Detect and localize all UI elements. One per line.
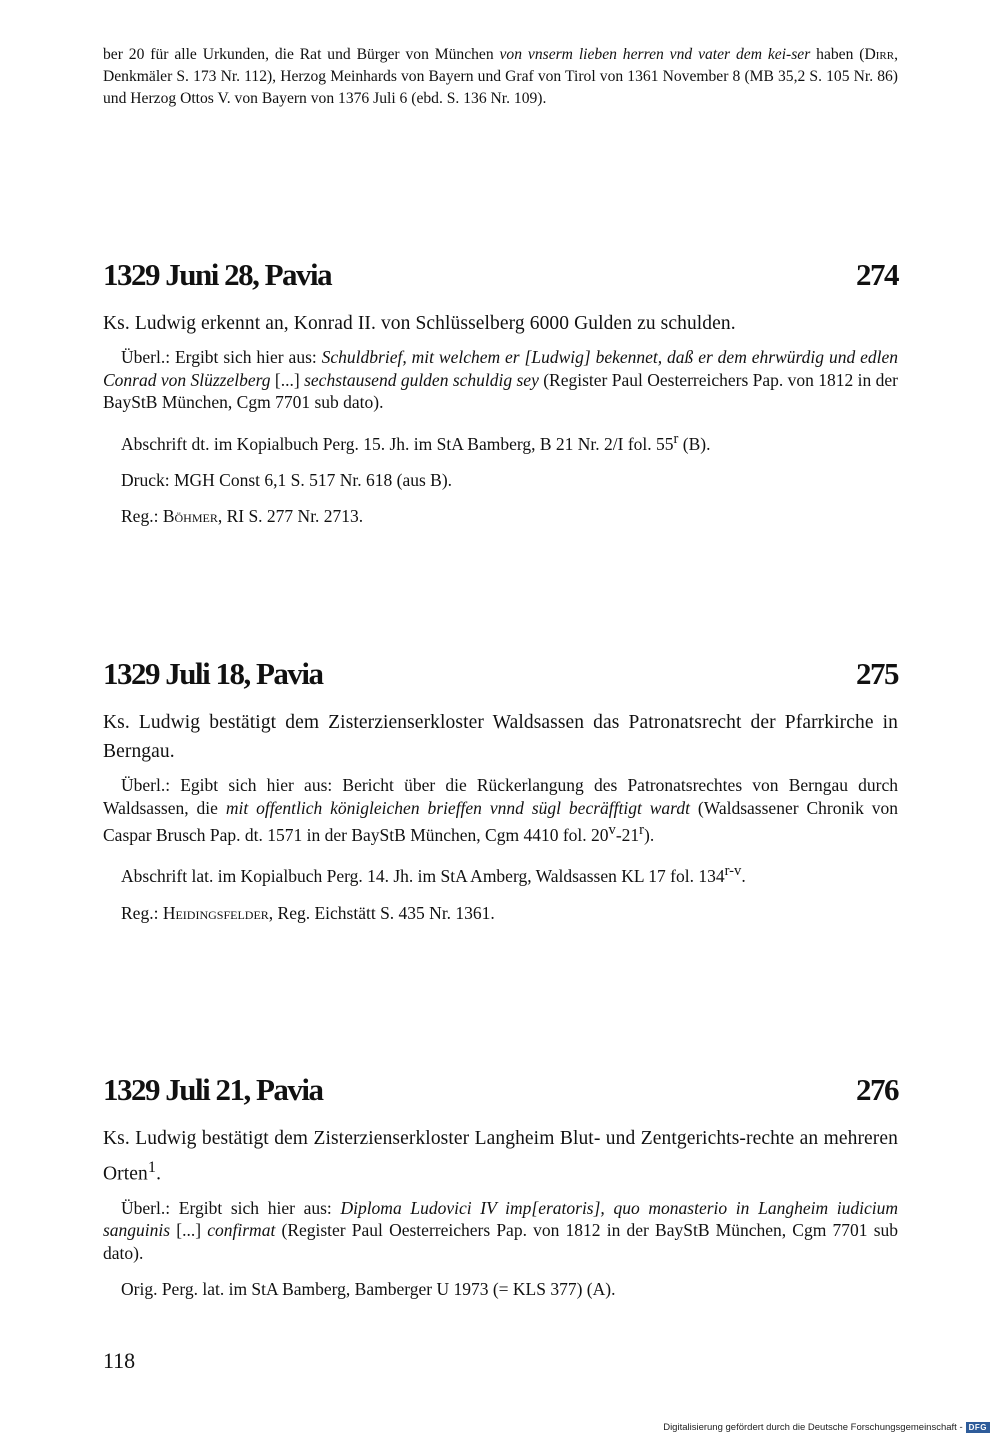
funding-footer	[663, 1422, 990, 1433]
text-span: ).	[644, 824, 655, 845]
entry-276	[103, 1072, 898, 1301]
entry-ueberlieferung	[103, 346, 898, 414]
entry-number: 275	[856, 656, 898, 691]
text-span: Reg.:	[121, 506, 163, 527]
text-span: (Register Paul Oesterreichers Pap. von 1812 in der BayStB München, Cgm 7701 sub dato).	[103, 1220, 899, 1263]
entry-summary: Ks. Ludwig bestätigt dem Zisterzienserkloster Waldsassen das Patronatsrecht der Pfarrkirche in Berngau.	[103, 712, 898, 762]
text-span: Reg.:	[121, 902, 163, 923]
entry-274	[103, 257, 898, 528]
quote-span: Schuldbrief, mit welchem er [Ludwig] bekennet, daß er dem ehrwürdig und edlen Conrad von Slüzzelberg	[103, 347, 898, 390]
entry-heading	[103, 257, 898, 293]
entry-original: Orig. Perg. lat. im StA Bamberg, Bamberger U 1973 (= KLS 377) (A).	[121, 1279, 616, 1299]
quote-span: mit offentlich königleichen brieffen vnnd sügl becräfftigt wardt	[225, 797, 690, 818]
dfg-logo: DFG	[966, 1422, 990, 1433]
text-span: (Register Paul Oesterreichers Pap. von 1812 in der BayStB München, Cgm 7701 sub dato).	[103, 369, 898, 412]
entry-date-place: 1329 Juni 28, Pavia	[103, 257, 332, 292]
entry-ueberlieferung	[103, 774, 898, 846]
entry-number: 276	[856, 1072, 898, 1107]
page-number: 118	[103, 1348, 136, 1373]
superscript: r	[639, 822, 645, 838]
carryover-author: Dirr	[864, 46, 895, 63]
entry-summary: Ks. Ludwig erkennt an, Konrad II. von Schlüsselberg 6000 Gulden zu schulden.	[103, 313, 736, 334]
text-span: Abschrift lat. im Kopialbuch Perg. 14. Jh. im StA Amberg, Waldsassen KL 17 fol. 134	[121, 866, 725, 887]
text-span: Abschrift dt. im Kopialbuch Perg. 15. Jh. im StA Bamberg, B 21 Nr. 2/I fol. 55	[121, 433, 674, 454]
text-span: [...]	[270, 369, 305, 390]
superscript: r-v	[724, 863, 742, 880]
entry-ueberlieferung	[103, 1197, 898, 1265]
author-name: Böhmer	[162, 506, 218, 527]
text-span: .	[741, 866, 746, 887]
text-span: .	[156, 1163, 162, 1185]
entry-regest	[103, 902, 898, 925]
entry-abschrift	[103, 428, 898, 455]
carryover-quote: von vnserm lieben herren vnd vater dem kei-ser	[499, 46, 811, 63]
entry-heading	[103, 656, 898, 692]
superscript: r	[673, 430, 679, 447]
carryover-text: , Denkmäler S. 173 Nr. 112), Herzog Meinhards von Bayern und Graf von Tirol von 1361 November 8 (MB 35,2 S. 105 Nr. 86) und Herzog Ottos V. von Bayern von 1376 Juli 6 (ebd. S. 136 Nr. 109).	[103, 46, 898, 107]
entry-summary	[103, 1124, 898, 1189]
text-span: [...]	[170, 1220, 208, 1240]
carryover-text: haben (	[810, 46, 865, 63]
entry-275	[103, 656, 898, 924]
quote-span: sechstausend gulden schuldig sey	[304, 369, 539, 390]
entry-number: 274	[856, 257, 898, 292]
entry-date-place: 1329 Juli 18, Pavia	[103, 656, 323, 691]
superscript: v	[608, 822, 616, 838]
entry-abschrift	[103, 860, 898, 887]
entry-regest	[103, 505, 898, 528]
text-span: Überl.: Egibt sich hier aus: Bericht über die Rückerlangung des Patronatsrechtes von Berngau durch Waldsassen, die	[103, 775, 898, 818]
entry-druck: Druck: MGH Const 6,1 S. 517 Nr. 618 (aus B).	[121, 469, 453, 490]
text-span: (Waldsassener Chronik von Caspar Brusch Pap. dt. 1571 in der BayStB München, Cgm 4410 fol. 20	[103, 797, 899, 845]
text-span: (B).	[678, 433, 711, 454]
footer-text: Digitalisierung gefördert durch die Deutsche Forschungsgemeinschaft -	[663, 1422, 963, 1433]
text-span: , RI S. 277 Nr. 2713.	[217, 506, 364, 527]
quote-span: confirmat	[207, 1220, 276, 1240]
entry-heading	[103, 1072, 898, 1108]
text-span: , Reg. Eichstätt S. 435 Nr. 1361.	[268, 902, 495, 923]
carryover-text: ber 20 für alle Urkunden, die Rat und Bürger von München	[103, 46, 500, 63]
footnote-marker: 1	[147, 1158, 157, 1176]
text-span: Überl.: Ergibt sich hier aus:	[121, 347, 322, 367]
carryover-paragraph	[103, 44, 898, 110]
entry-date-place: 1329 Juli 21, Pavia	[103, 1072, 323, 1107]
quote-span: Diploma Ludovici IV imp[eratoris], quo monasterio in Langheim iudicium sanguinis	[103, 1197, 898, 1240]
author-name: Heidingsfelder	[162, 902, 269, 923]
text-span: Ks. Ludwig bestätigt dem Zisterzienserkloster Langheim Blut- und Zentgerichts-rechte an mehreren Orten	[103, 1128, 898, 1185]
text-span: Überl.: Ergibt sich hier aus:	[121, 1197, 341, 1218]
text-span: -21	[615, 824, 640, 845]
